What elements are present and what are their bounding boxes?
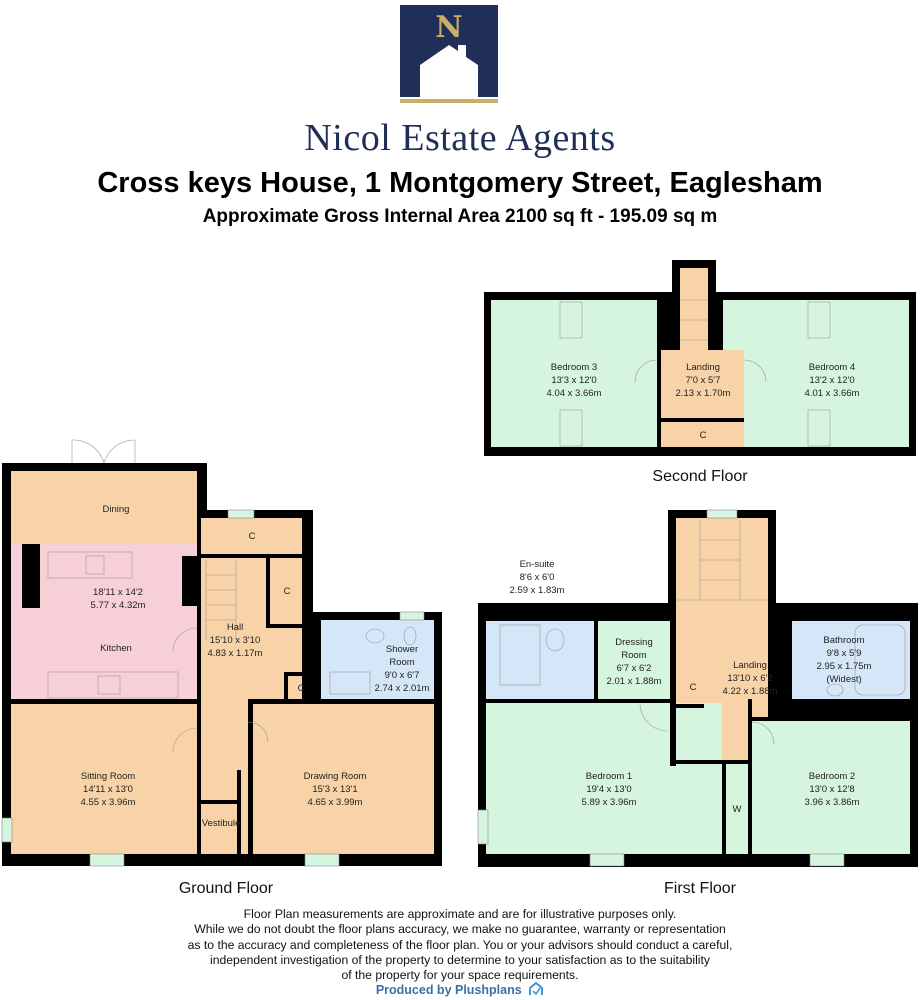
first-floor-plan [478,510,918,867]
dressing-room-dim-imperial: 6'7 x 6'2 [616,663,652,674]
bedroom-4-label: Bedroom 4 [808,362,856,373]
bedroom-4-area [723,300,909,447]
bedroom-2-label: Bedroom 2 [808,771,856,782]
second-landing-label: Landing [686,362,720,373]
ground-cupboard-label-1: C [248,531,256,542]
kitchen-dim-metric: 5.77 x 4.32m [90,600,146,611]
dressing-room-label-1: Dressing [615,637,653,648]
drawing-room-dim-metric: 4.65 x 3.99m [307,797,363,808]
shower-room-dim-imperial: 9'0 x 6'7 [384,670,420,681]
bedroom-4-dim-imperial: 13'2 x 12'0 [809,375,855,386]
disclaimer [0,907,920,983]
bathroom-dim-imperial: 9'8 x 5'9 [826,648,862,659]
ensuite-dim-metric: 2.59 x 1.83m [509,585,565,596]
logo-letter: N [435,10,463,45]
ground-floor-label: Ground Floor [178,880,274,897]
bathroom-dim-metric: 2.95 x 1.75m [816,661,872,672]
hall-label: Hall [226,622,244,633]
first-cupboard-label: C [689,682,697,693]
second-floor-label: Second Floor [652,468,748,485]
produced-by-text: Produced by Plushplans [375,983,522,997]
gross-internal-area: Approximate Gross Internal Area 2100 sq ft - 195.09 sq m [202,206,718,227]
hall-dim-metric: 4.83 x 1.17m [207,648,263,659]
ground-cupboard-label-3: C [297,683,305,694]
dining-label: Dining [102,504,130,515]
ensuite-label: En-suite [519,559,555,570]
ground-floor-plan [2,440,442,866]
disclaimer-line-2: While we do not doubt the floor plans accuracy, we make no guarantee, warranty or representation [194,922,726,937]
hall-dim-imperial: 15'10 x 3'10 [209,635,261,646]
disclaimer-line-4: independent investigation of the property to determine to your satisfaction as to the suitability [210,952,710,967]
shower-room-label-1: Shower [385,644,419,655]
bedroom-2-dim-imperial: 13'0 x 12'8 [809,784,855,795]
shower-room-dim-metric: 2.74 x 2.01m [374,683,430,694]
vestibule-label: Vestibule [201,818,241,829]
dressing-room-label-2: Room [621,650,647,661]
first-landing-label: Landing [733,660,767,671]
ensuite-dim-imperial: 8'6 x 6'0 [519,572,555,583]
sitting-room-dim-metric: 4.55 x 3.96m [80,797,136,808]
drawing-room-dim-imperial: 15'3 x 13'1 [312,784,358,795]
plushplans-home-icon [528,982,544,996]
bedroom-1-dim-imperial: 19'4 x 13'0 [586,784,632,795]
sitting-room-dim-imperial: 14'11 x 13'0 [83,784,133,795]
disclaimer-line-5: of the property for your space requirements. [341,968,579,983]
produced-by [0,982,920,997]
first-floor-label: First Floor [664,880,736,897]
dressing-room-dim-metric: 2.01 x 1.88m [606,676,662,687]
first-landing-dim-metric: 4.22 x 1.88m [722,686,778,697]
brand-name: Nicol Estate Agents [304,117,616,159]
shower-room-label-2: Room [389,657,415,668]
wardrobe-label: W [732,804,742,815]
second-cupboard-label: C [699,430,707,441]
disclaimer-line-1: Floor Plan measurements are approximate and are for illustrative purposes only. [243,907,677,921]
bedroom-3-area [491,300,657,447]
bathroom-label: Bathroom [823,635,865,646]
bathroom-area [792,621,910,699]
disclaimer-line-3: as to the accuracy and completeness of the floor plan. You or your advisors should conduct a careful, [187,937,733,952]
drawing-room-label: Drawing Room [303,771,367,782]
bathroom-note: (Widest) [826,674,862,685]
bedroom-3-dim-metric: 4.04 x 3.66m [546,388,602,399]
bedroom-4-dim-metric: 4.01 x 3.66m [804,388,860,399]
property-address: Cross keys House, 1 Montgomery Street, Eaglesham [97,167,823,199]
ground-cupboard-label-2: C [283,586,291,597]
bedroom-2-dim-metric: 3.96 x 3.86m [804,797,860,808]
kitchen-dim-imperial: 18'11 x 14'2 [93,587,143,598]
first-landing-dim-imperial: 13'10 x 6'2 [727,673,773,684]
second-floor-plan [484,260,916,456]
bedroom-1-dim-metric: 5.89 x 3.96m [581,797,637,808]
bedroom-3-label: Bedroom 3 [550,362,598,373]
kitchen-label: Kitchen [100,643,132,654]
sitting-room-label: Sitting Room [80,771,136,782]
second-landing-dim-imperial: 7'0 x 5'7 [685,375,721,386]
bedroom-1-label: Bedroom 1 [585,771,633,782]
second-landing-dim-metric: 2.13 x 1.70m [675,388,731,399]
bedroom-3-dim-imperial: 13'3 x 12'0 [551,375,597,386]
